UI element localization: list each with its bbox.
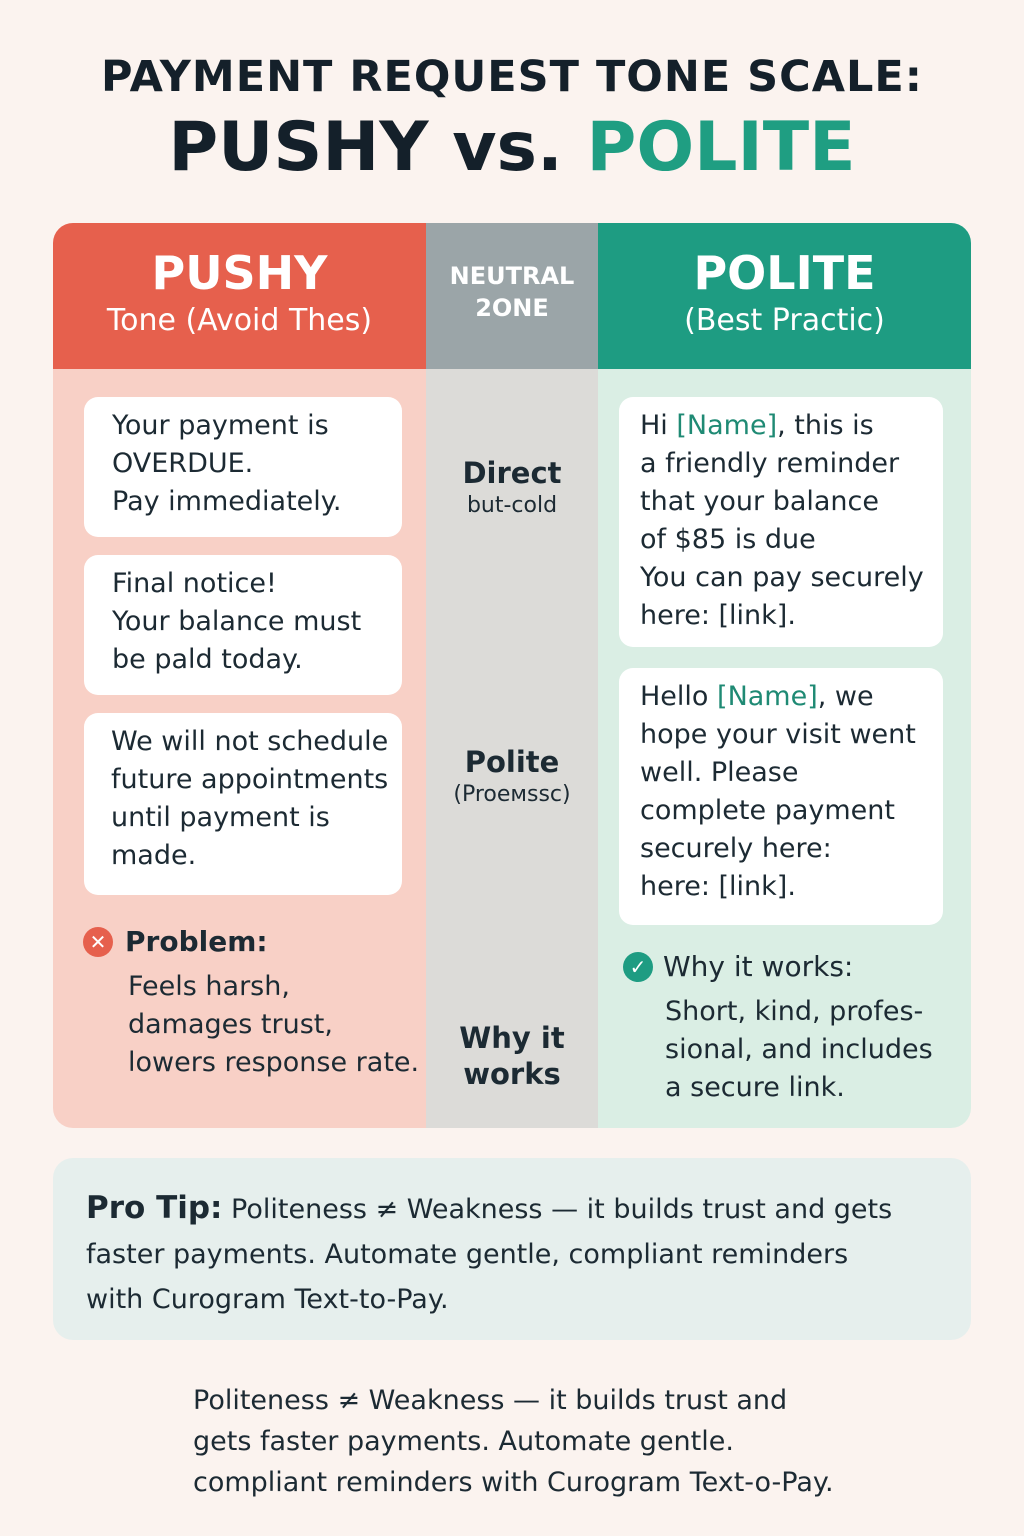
title-vs-word: vs. — [428, 108, 587, 187]
neutral-label-strong: Why it — [459, 1021, 565, 1055]
pro-tip-line: faster payments. Automate gentle, compliant reminders — [86, 1239, 849, 1270]
message-line: future appointments — [111, 764, 389, 795]
message-line — [640, 407, 933, 445]
message-line: a friendly reminder — [640, 448, 900, 479]
polite-subheading: (Best Practic) — [684, 303, 885, 338]
message-line: well. Please — [640, 757, 799, 788]
message-line: complete payment — [640, 795, 895, 826]
message-line: Final notice! — [112, 568, 277, 599]
neutral-label-strong: Direct — [462, 456, 562, 490]
message-line: until payment is — [111, 802, 330, 833]
neutral-heading-line-2: 2ONE — [475, 294, 549, 322]
neutral-label-why — [426, 1020, 598, 1092]
why-line: a secure link. — [665, 1072, 845, 1103]
why-line: sional, and includes — [665, 1034, 933, 1065]
tone-comparison-table — [53, 223, 971, 1128]
pushy-subheading: Tone (Avoid Thes) — [106, 303, 373, 338]
message-line: that your balance — [640, 486, 880, 517]
message-text: , this is — [777, 410, 874, 441]
message-line: be pald today. — [112, 644, 303, 675]
message-line: Your balance must — [112, 606, 362, 637]
message-line: OVERDUE. — [112, 448, 254, 479]
message-line: made. — [111, 840, 197, 871]
footer-line: gets faster payments. Automate gentle. — [193, 1426, 734, 1457]
problem-line: damages trust, — [128, 1009, 333, 1040]
polite-header — [598, 223, 971, 369]
polite-message-card — [619, 397, 943, 647]
neutral-heading-line-1: NEUTRAL — [449, 262, 575, 290]
message-text: , we — [817, 681, 874, 712]
neutral-label-weak: (Proeмssc) — [453, 782, 571, 807]
pro-tip-text: Politeness ≠ Weakness — it builds trust and gets — [222, 1194, 893, 1225]
check-circle-icon: ✓ — [623, 952, 653, 982]
x-circle-icon: ✕ — [83, 927, 113, 957]
footer-line: compliant reminders with Curogram Text-o-Pay. — [193, 1467, 834, 1498]
why-line: Short, kind, profes- — [665, 996, 924, 1027]
footer-note — [193, 1380, 834, 1503]
title-line-1: PAYMENT REQUEST TONE SCALE: — [101, 52, 923, 102]
why-it-works-description — [665, 993, 933, 1107]
pro-tip-box — [53, 1158, 971, 1340]
pushy-message-card — [84, 397, 402, 537]
name-placeholder: [Name] — [676, 410, 778, 441]
message-line: of $85 is due — [640, 524, 816, 555]
message-line — [640, 678, 933, 716]
problem-description — [128, 968, 419, 1082]
message-line: Your payment is — [112, 410, 329, 441]
problem-line: Feels harsh, — [128, 971, 290, 1002]
name-placeholder: [Name] — [717, 681, 818, 712]
title-line-2 — [0, 108, 1024, 187]
pro-tip-lead: Pro Tip: — [86, 1190, 223, 1226]
neutral-label-strong: Polite — [464, 745, 560, 779]
neutral-header — [426, 223, 598, 369]
problem-line: lowers response rate. — [128, 1047, 420, 1078]
pushy-header — [53, 223, 426, 369]
neutral-label-polite — [426, 744, 598, 810]
neutral-label-strong: works — [463, 1057, 561, 1091]
message-text: Hi — [640, 410, 677, 441]
problem-heading — [83, 923, 268, 961]
problem-label: Problem: — [125, 925, 268, 958]
footer-line: Politeness ≠ Weakness — it builds trust and — [193, 1385, 788, 1416]
message-line: hope your visit went — [640, 719, 916, 750]
pushy-heading: PUSHY — [151, 246, 328, 300]
title-pushy-word: PUSHY — [168, 108, 429, 187]
pro-tip-line — [86, 1186, 941, 1232]
message-line: securely here: — [640, 833, 832, 864]
polite-message-card — [619, 668, 943, 925]
message-line: here: [link]. — [640, 871, 796, 902]
message-text: Hello — [640, 681, 718, 712]
why-it-works-label: Why it works: — [663, 950, 854, 983]
pushy-message-card — [84, 713, 402, 895]
neutral-label-weak: but-cold — [466, 493, 558, 518]
message-line: Pay immediately. — [112, 486, 342, 517]
pro-tip-line: with Curogram Text-to-Pay. — [86, 1284, 449, 1315]
pushy-message-card — [84, 555, 402, 695]
polite-heading: POLITE — [693, 246, 876, 300]
why-it-works-heading — [623, 948, 853, 986]
neutral-label-direct — [426, 455, 598, 521]
title-polite-word: POLITE — [586, 108, 856, 187]
message-line: We will not schedule — [111, 726, 389, 757]
message-line: here: [link]. — [640, 600, 796, 631]
message-line: You can pay securely — [640, 562, 924, 593]
